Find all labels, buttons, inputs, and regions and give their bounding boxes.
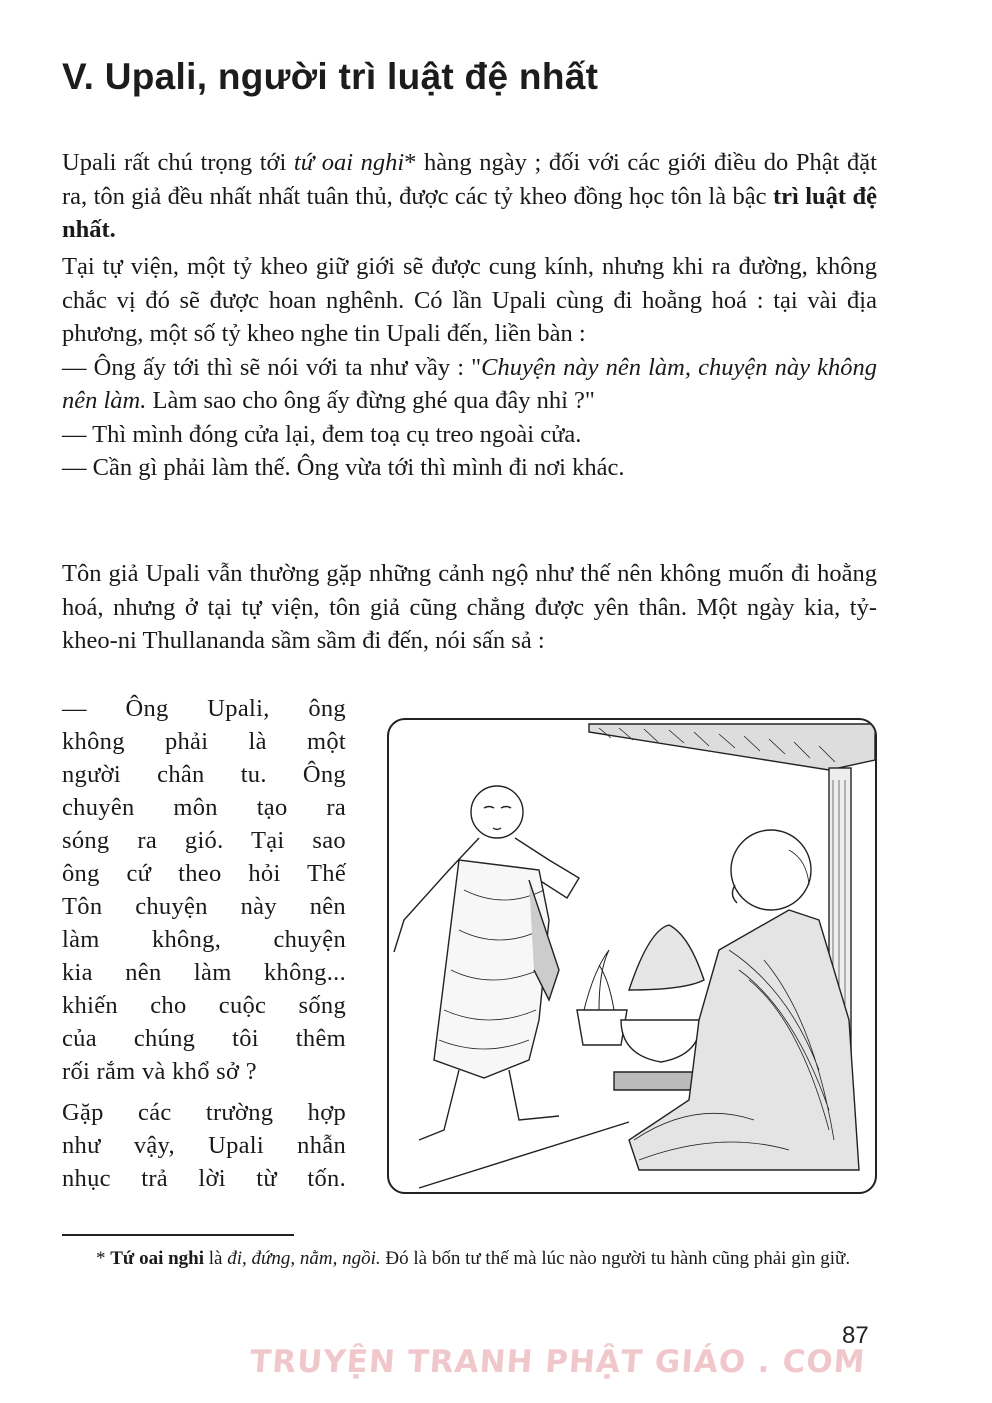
watermark: TRUYỆN TRANH PHẬT GIÁO . COM [248,1344,867,1380]
footnote-italic: đi, đứng, nằm, ngồi. [227,1248,381,1269]
side-line: không phải là một [62,728,346,755]
text: là [204,1248,228,1269]
paragraph-intro [62,146,877,247]
page-number: 87 [842,1322,869,1349]
dialogue-line-2: — Thì mình đóng cửa lại, đem toạ cụ treo ngoài cửa. [62,420,582,448]
chapter-title: V. Upali, người trì luật đệ nhất [62,56,599,97]
bold-term: trì luật đệ nhất. [62,182,877,243]
illustration-drawing [389,720,875,1192]
side-column-text [62,692,346,1195]
text: — Ông ấy tới thì sẽ nói với ta như vầy : " [62,353,482,381]
footnote [62,1244,877,1274]
closing-line: Gặp các trường hợp [62,1099,346,1126]
closing-line: như vậy, Upali nhẫn [62,1132,346,1159]
paragraph-text: Tôn giả Upali vẫn thường gặp những cảnh ngộ như thế nên không muốn đi hoằng hoá, nhưng ở tại tự viện, tôn giả cũng chẳng được yên thân. Một ngày kia, tỷ-kheo-ni Thullananda sầm sầm đi đến, nói sấn sả : [62,560,877,654]
side-line: sóng ra gió. Tại sao [62,827,346,854]
paragraph-travel [62,250,877,485]
closing-line: nhục trả lời từ tốn. [62,1165,346,1192]
italic-term: tứ oai nghi [293,149,405,176]
text: Đó là bốn tư thế mà lúc nào người tu hành cũng phải gìn giữ. [380,1248,851,1269]
footnote-divider [62,1234,294,1236]
dialogue-line-1 [62,351,877,418]
footnote-marker: * [96,1248,111,1269]
side-line: người chân tu. Ông [62,761,346,788]
dialogue-line-3: — Cần gì phải làm thế. Ông vừa tới thì mình đi nơi khác. [62,454,625,481]
side-line: của chúng tôi thêm [62,1025,346,1052]
italic-quote: Chuyện này nên làm, chuyện này không nên làm. [62,353,878,414]
side-line: làm không, chuyện [62,926,346,953]
side-line: kia nên làm không... [62,959,346,986]
side-line: Tôn chuyện này nên [62,893,346,920]
side-line: rối rắm và khổ sở ? [62,1058,257,1085]
text: Upali rất chú trọng tới [62,149,294,176]
text: Làm sao cho ông ấy đừng ghé qua đây nhỉ ?" [146,387,595,414]
side-line: — Ông Upali, ông [62,695,346,722]
footnote-term: Tứ oai nghi [110,1248,205,1269]
paragraph-text: Tại tự viện, một tỷ kheo giữ giới sẽ được cung kính, nhưng khi ra đường, không chắc vị đó sẽ được hoan nghênh. Có lần Upali cùng đi hoằng hoá : tại vài địa phương, một số tỷ kheo nghe tin Upali đến, liền bàn : [62,253,877,347]
monks-illustration [387,718,877,1194]
text: * hàng ngày ; đối với các giới điều do Phật đặt ra, tôn giả đều nhất nhất tuân thủ, được các tỷ kheo đồng học tôn là bậc [62,149,877,210]
side-line: khiến cho cuộc sống [62,992,346,1019]
side-line: chuyên môn tạo ra [62,794,346,821]
side-line: ông cứ theo hỏi Thế [62,860,346,887]
paragraph-thullananda [62,557,877,658]
